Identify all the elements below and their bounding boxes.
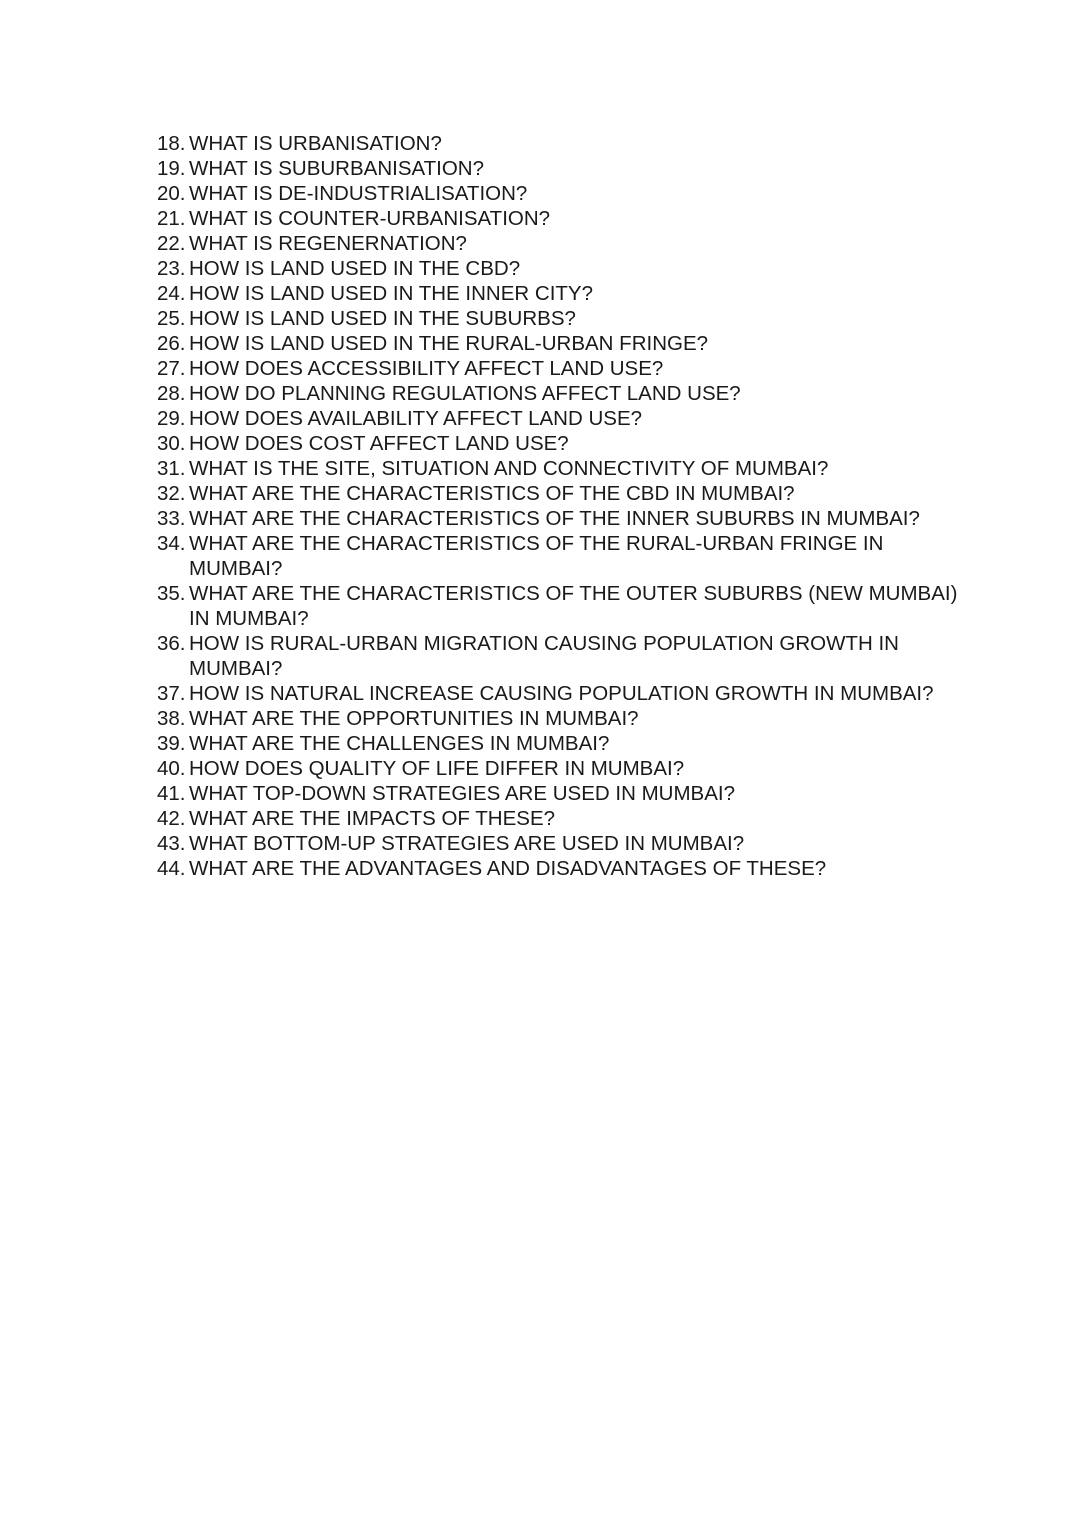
question-item <box>157 181 967 206</box>
question-number: 31. <box>157 457 186 480</box>
question-text: HOW IS LAND USED IN THE SUBURBS? <box>189 307 576 330</box>
question-item <box>157 256 967 281</box>
question-item <box>157 506 967 531</box>
question-number: 18. <box>157 132 186 155</box>
question-item <box>157 231 967 256</box>
question-text: WHAT IS THE SITE, SITUATION AND CONNECTIVITY OF MUMBAI? <box>189 457 829 480</box>
question-number: 33. <box>157 507 186 530</box>
question-item <box>157 706 967 731</box>
question-number: 29. <box>157 407 186 430</box>
question-text: HOW IS LAND USED IN THE INNER CITY? <box>189 282 593 305</box>
question-number: 32. <box>157 482 186 505</box>
question-number: 38. <box>157 707 186 730</box>
question-text: HOW DO PLANNING REGULATIONS AFFECT LAND USE? <box>189 382 741 405</box>
question-list <box>157 131 967 881</box>
question-number: 43. <box>157 832 186 855</box>
question-number: 34. <box>157 532 186 555</box>
question-text: HOW DOES COST AFFECT LAND USE? <box>189 432 569 455</box>
question-number: 39. <box>157 732 186 755</box>
question-text: HOW DOES ACCESSIBILITY AFFECT LAND USE? <box>189 357 664 380</box>
question-item <box>157 756 967 781</box>
question-text: WHAT TOP-DOWN STRATEGIES ARE USED IN MUMBAI? <box>189 782 735 805</box>
question-item <box>157 581 967 631</box>
question-item <box>157 806 967 831</box>
question-text: WHAT ARE THE CHALLENGES IN MUMBAI? <box>189 732 610 755</box>
question-number: 28. <box>157 382 186 405</box>
question-number: 36. <box>157 632 186 655</box>
question-item <box>157 406 967 431</box>
question-number: 21. <box>157 207 186 230</box>
question-item <box>157 456 967 481</box>
question-text: WHAT IS DE-INDUSTRIALISATION? <box>189 182 528 205</box>
question-item <box>157 631 967 681</box>
question-text: WHAT ARE THE CHARACTERISTICS OF THE INNER SUBURBS IN MUMBAI? <box>189 507 920 530</box>
question-text: WHAT ARE THE ADVANTAGES AND DISADVANTAGES OF THESE? <box>189 857 827 880</box>
question-number: 25. <box>157 307 186 330</box>
question-number: 23. <box>157 257 186 280</box>
question-text: WHAT IS URBANISATION? <box>189 132 442 155</box>
question-item <box>157 381 967 406</box>
question-number: 27. <box>157 357 186 380</box>
question-text: WHAT IS REGENERNATION? <box>189 232 467 255</box>
question-text: HOW IS NATURAL INCREASE CAUSING POPULATION GROWTH IN MUMBAI? <box>189 682 934 705</box>
question-text: WHAT ARE THE OPPORTUNITIES IN MUMBAI? <box>189 707 639 730</box>
question-item <box>157 281 967 306</box>
question-number: 26. <box>157 332 186 355</box>
question-item <box>157 681 967 706</box>
question-number: 35. <box>157 582 186 605</box>
question-item <box>157 306 967 331</box>
question-item <box>157 831 967 856</box>
question-text: HOW IS RURAL-URBAN MIGRATION CAUSING POPULATION GROWTH IN MUMBAI? <box>189 632 899 680</box>
question-number: 20. <box>157 182 186 205</box>
question-number: 30. <box>157 432 186 455</box>
question-text: WHAT ARE THE CHARACTERISTICS OF THE RURAL-URBAN FRINGE IN MUMBAI? <box>189 532 884 580</box>
question-text: HOW DOES AVAILABILITY AFFECT LAND USE? <box>189 407 643 430</box>
question-item <box>157 781 967 806</box>
question-text: HOW DOES QUALITY OF LIFE DIFFER IN MUMBAI? <box>189 757 685 780</box>
question-item <box>157 156 967 181</box>
question-number: 19. <box>157 157 186 180</box>
question-text: HOW IS LAND USED IN THE CBD? <box>189 257 521 280</box>
question-number: 37. <box>157 682 186 705</box>
question-number: 40. <box>157 757 186 780</box>
question-number: 44. <box>157 857 186 880</box>
question-text: WHAT ARE THE CHARACTERISTICS OF THE OUTER SUBURBS (NEW MUMBAI) IN MUMBAI? <box>189 582 958 630</box>
question-number: 41. <box>157 782 186 805</box>
question-item <box>157 431 967 456</box>
question-item <box>157 131 967 156</box>
question-item <box>157 531 967 581</box>
question-item <box>157 356 967 381</box>
question-text: WHAT ARE THE IMPACTS OF THESE? <box>189 807 556 830</box>
question-item <box>157 331 967 356</box>
question-number: 42. <box>157 807 186 830</box>
question-text: WHAT IS COUNTER-URBANISATION? <box>189 207 551 230</box>
question-text: WHAT ARE THE CHARACTERISTICS OF THE CBD IN MUMBAI? <box>189 482 795 505</box>
question-item <box>157 856 967 881</box>
question-number: 22. <box>157 232 186 255</box>
question-item <box>157 481 967 506</box>
question-text: WHAT IS SUBURBANISATION? <box>189 157 485 180</box>
question-item <box>157 731 967 756</box>
question-item <box>157 206 967 231</box>
question-text: HOW IS LAND USED IN THE RURAL-URBAN FRINGE? <box>189 332 709 355</box>
question-text: WHAT BOTTOM-UP STRATEGIES ARE USED IN MUMBAI? <box>189 832 745 855</box>
question-number: 24. <box>157 282 186 305</box>
